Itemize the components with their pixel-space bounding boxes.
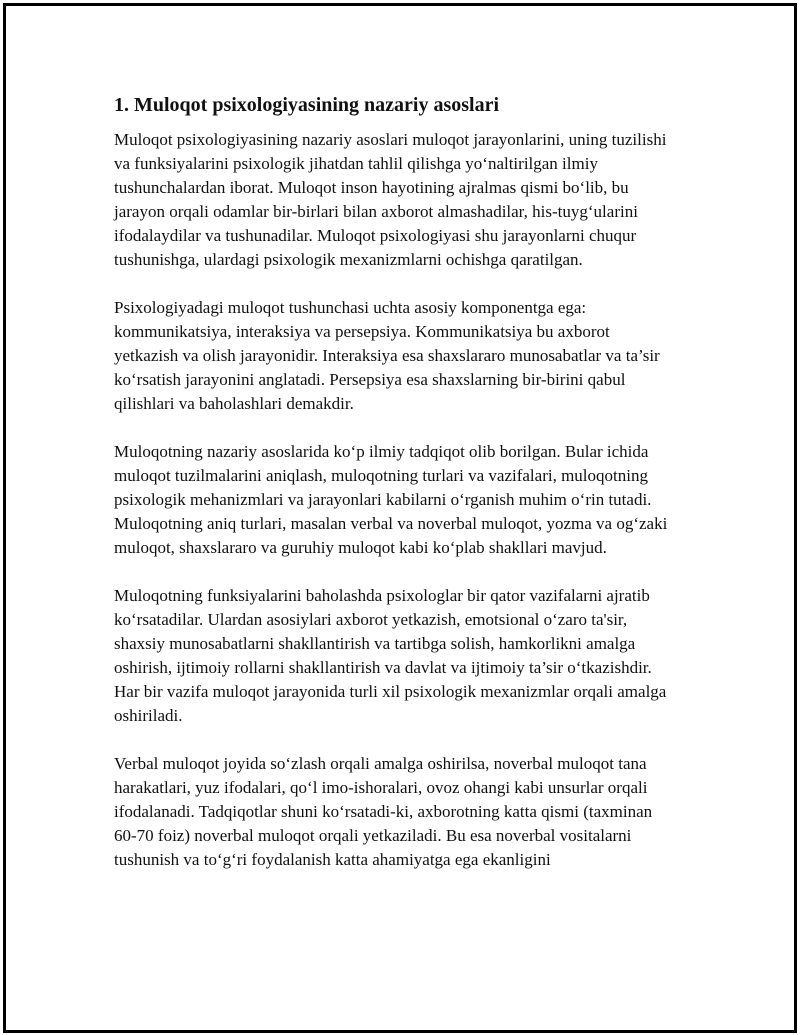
document-body	[114, 92, 674, 896]
paragraph-5: Verbal muloqot joyida so‘zlash orqali amalga oshirilsa, noverbal muloqot tana harakatlari, yuz ifodalari, qo‘l imo-ishoralari, ovoz ohangi kabi unsurlar orqali ifodalanadi. Tadqiqotlar shuni ko‘rsatadi-ki, axborotning katta qismi (taxminan 60-70 foiz) noverbal muloqot orqali yetkaziladi. Bu esa noverbal vositalarni tushunish va to‘g‘ri foydalanish katta ahamiyatga ega ekanligini	[114, 754, 653, 869]
paragraph-4: Muloqotning funksiyalarini baholashda psixologlar bir qator vazifalarni ajratib ko‘rsatadilar. Ulardan asosiylari axborot yetkazish, emotsional o‘zaro ta'sir, shaxsiy munosabatlarni shakllantirish va tartibga solish, hamkorlikni amalga oshirish, ijtimoiy rollarni shakllantirish va davlat va ijtimoiy ta’sir o‘tkazishdir. Har bir vazifa muloqot jarayonida turli xil psixologik mexanizmlar orqali amalga oshiriladi.	[114, 586, 667, 725]
paragraph-3: Muloqotning nazariy asoslarida ko‘p ilmiy tadqiqot olib borilgan. Bular ichida muloqot tuzilmalarini aniqlash, muloqotning turlari va vazifalari, muloqotning psixologik mehanizmlari va jarayonlari kabilarni o‘rganish muhim o‘rin tutadi. Muloqotning aniq turlari, masalan verbal va noverbal muloqot, yozma va og‘zaki muloqot, shaxslararo va guruhiy muloqot kabi ko‘plab shakllari mavjud.	[114, 442, 668, 557]
paragraph-1: Muloqot psixologiyasining nazariy asoslari muloqot jarayonlarini, uning tuzilishi va funksiyalarini psixologik jihatdan tahlil qilishga yo‘naltirilgan ilmiy tushunchalardan iborat. Muloqot inson hayotining ajralmas qismi bo‘lib, bu jarayon orqali odamlar bir-birlari bilan axborot almashadilar, his-tuyg‘ularini ifodalaydilar va tushunadilar. Muloqot psixologiyasi shu jarayonlarni chuqur tushunishga, ulardagi psixologik mexanizmlarni ochishga qaratilgan.	[114, 130, 667, 269]
section-heading: 1. Muloqot psixologiyasining nazariy asoslari	[114, 94, 500, 116]
paragraph-2: Psixologiyadagi muloqot tushunchasi uchta asosiy komponentga ega: kommunikatsiya, interaksiya va persepsiya. Kommunikatsiya bu axborot yetkazish va olish jarayonidir. Interaksiya esa shaxslararo munosabatlar va ta’sir ko‘rsatish jarayonini anglatadi. Persepsiya esa shaxslarning bir-birini qabul qilishlari va baholashlari demakdir.	[114, 298, 660, 413]
